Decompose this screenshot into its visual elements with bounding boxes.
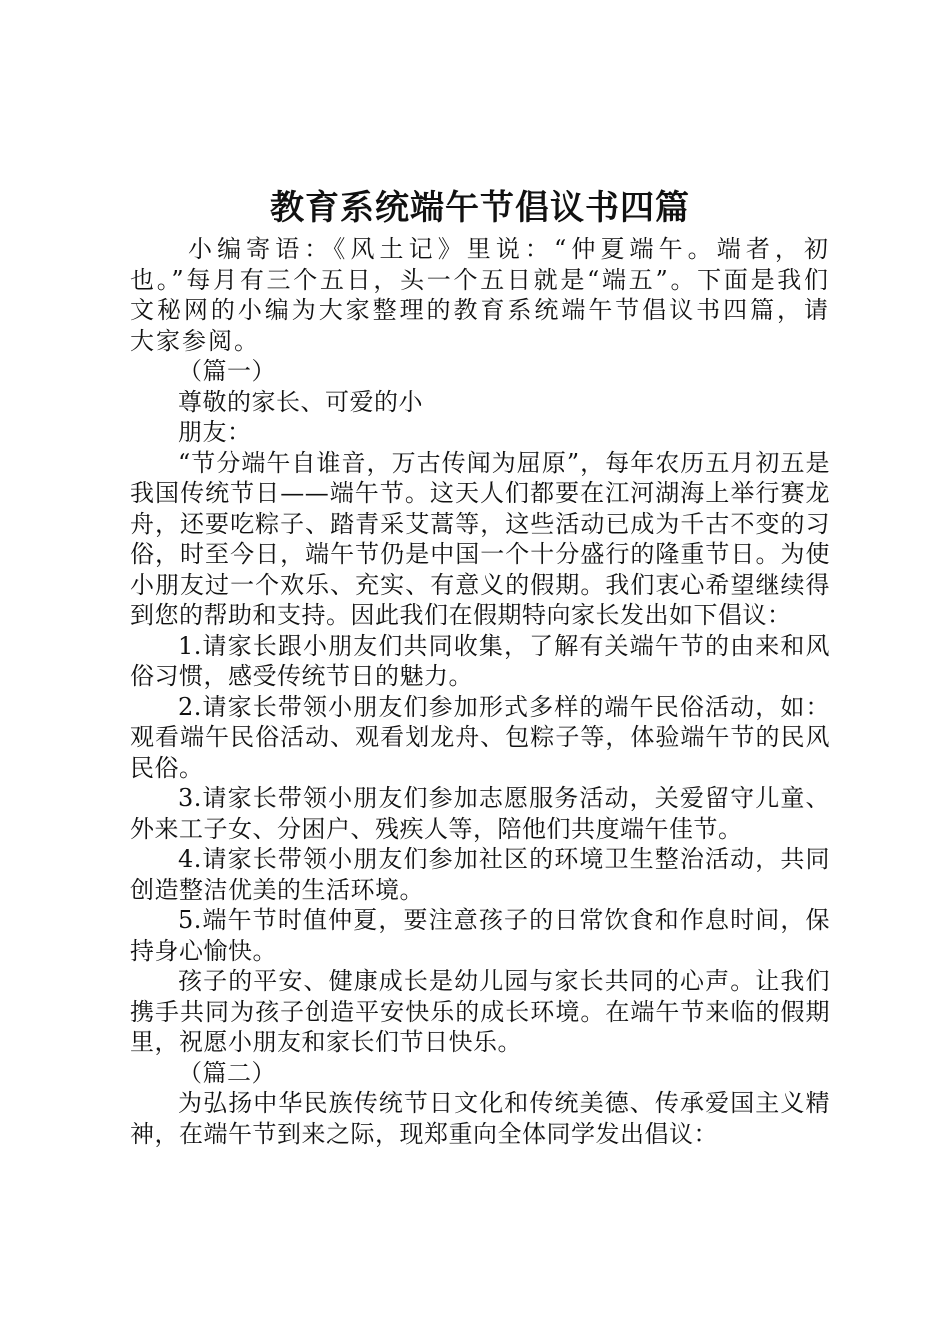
paragraph-section-2: 为弘扬中华民族传统节日文化和传统美德、传承爱国主义精神，在端午节到来之际，现郑重向全体同学发出倡议： — [130, 1089, 830, 1148]
section-heading-2: （篇二） — [178, 1058, 276, 1087]
paragraph-body: “节分端午自谁音，万古传闻为屈原”，每年农历五月初五是我国传统节日——端午节。这天人们都要在江河湖海上举行赛龙舟，还要吃粽子、踏青采艾蒿等，这些活动已成为千古不变的习俗，时至今日，端午节仍是中国一个十分盛行的隆重节日。为使小朋友过一个欢乐、充实、有意义的假期。我们衷心希望继续得到您的帮助和支持。因此我们在假期特向家长发出如下倡议： — [130, 448, 830, 629]
salutation-line-1: 尊敬的家长、可爱的小 — [178, 387, 423, 416]
proposal-item-5: 5.端午节时值仲夏，要注意孩子的日常饮食和作息时间，保持身心愉快。 — [130, 906, 830, 965]
proposal-item-3: 3.请家长带领小朋友们参加志愿服务活动，关爱留守儿童、外来工子女、分困户、残疾人等，陪他们共度端午佳节。 — [130, 784, 830, 843]
document-title: 教育系统端午节倡议书四篇 — [270, 188, 690, 228]
section-heading-1: （篇一） — [178, 357, 276, 385]
paragraph-closing: 孩子的平安、健康成长是幼儿园与家长共同的心声。让我们携手共同为孩子创造平安快乐的成长环境。在端午节来临的假期里，祝愿小朋友和家长们节日快乐。 — [130, 967, 830, 1056]
salutation-line-2: 朋友： — [178, 418, 252, 446]
document-page — [130, 186, 830, 1149]
proposal-item-4: 4.请家长带领小朋友们参加社区的环境卫生整治活动，共同创造整洁优美的生活环境。 — [130, 845, 830, 904]
paragraph-intro: 小编寄语：《风土记》里说：“仲夏端午。端者，初也。”每月有三个五日，头一个五日就是“端五”。下面是我们文秘网的小编为大家整理的教育系统端午节倡议书四篇，请大家参阅。 — [130, 235, 830, 355]
proposal-item-1: 1.请家长跟小朋友们共同收集，了解有关端午节的由来和风俗习惯，感受传统节日的魅力。 — [130, 631, 830, 690]
proposal-item-2: 2.请家长带领小朋友们参加形式多样的端午民俗活动，如：观看端午民俗活动、观看划龙舟、包粽子等，体验端午节的民风民俗。 — [130, 692, 830, 782]
